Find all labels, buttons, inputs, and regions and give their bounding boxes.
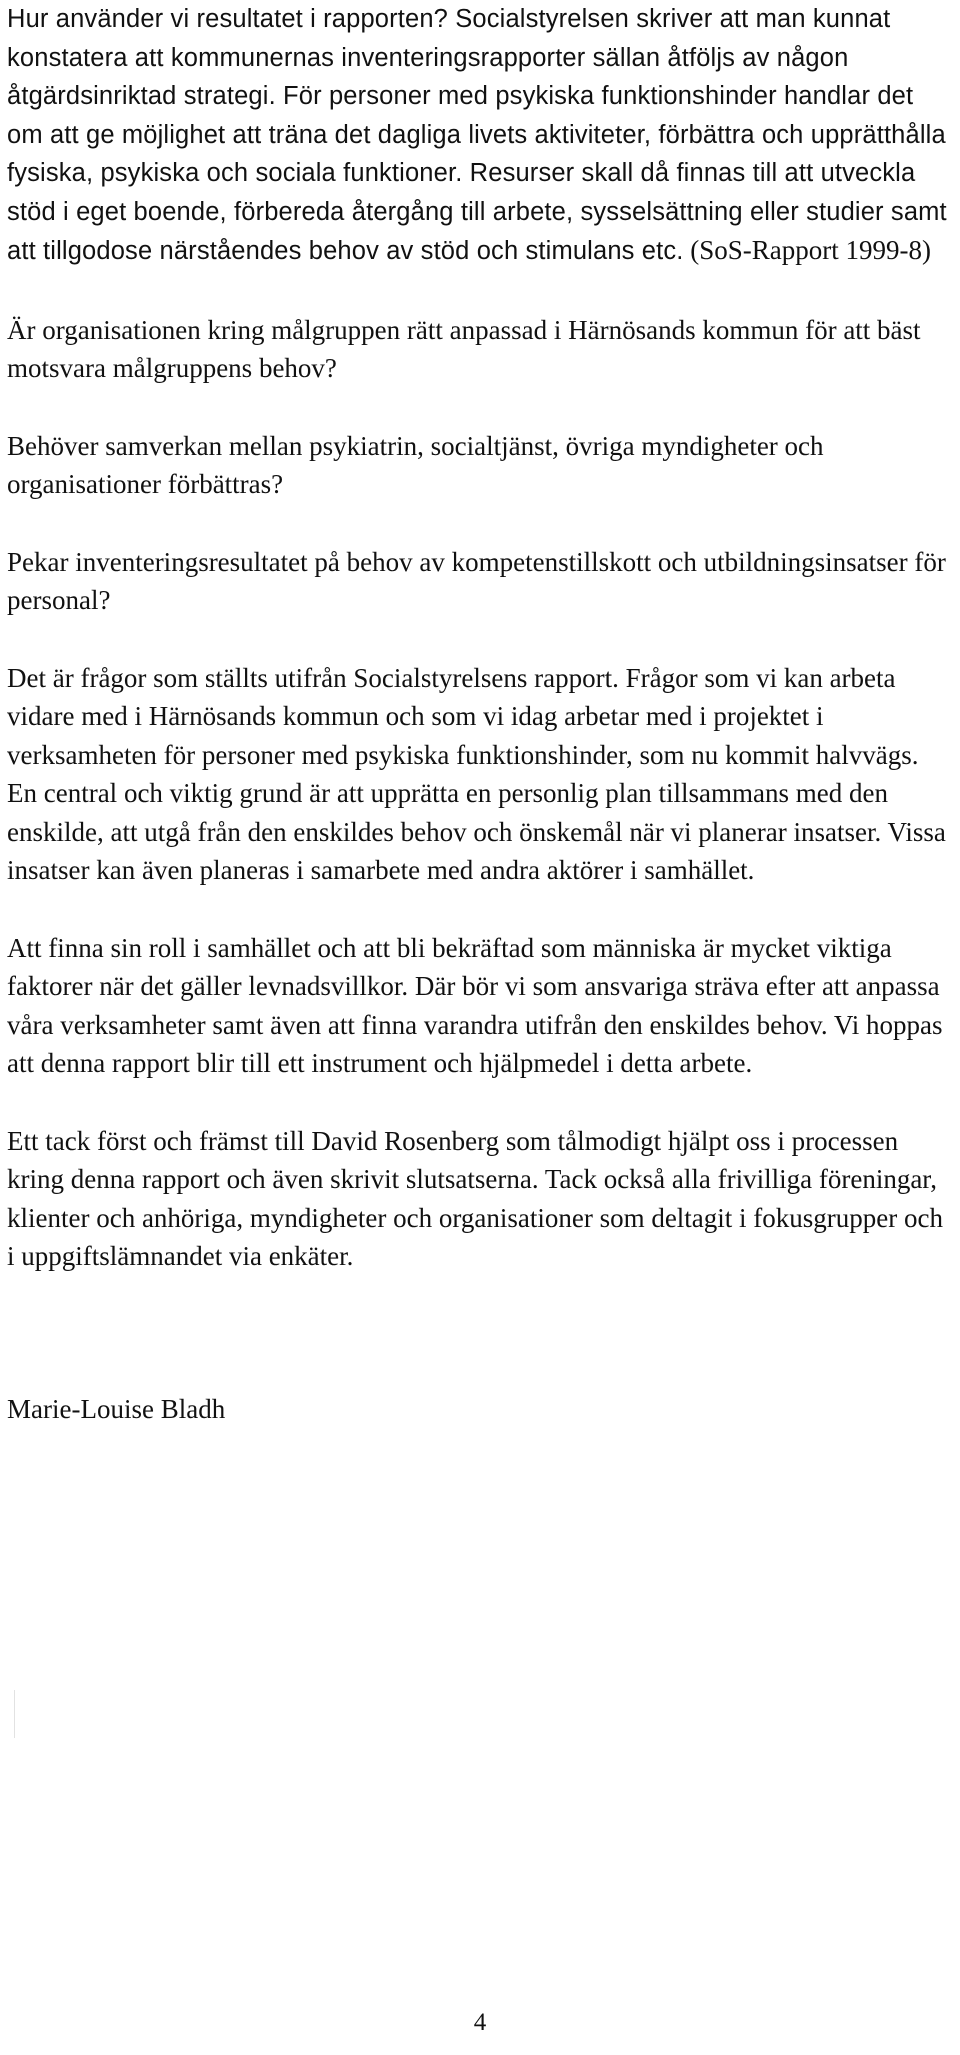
- question-samverkan: Behöver samverkan mellan psykiatrin, socialtjänst, övriga myndigheter och organisationer förbättras?: [7, 430, 824, 499]
- intro-paragraph: [7, 0, 952, 271]
- body-paragraph-roll: Att finna sin roll i samhället och att bli bekräftad som människa är mycket viktiga faktorer när det gäller levnadsvillkor. Där bör vi som ansvariga sträva efter att anpassa våra verksamheter samt även att finna varandra utifrån den enskildes behov. Vi hoppas att denna rapport blir till ett instrument och hjälpmedel i detta arbete.: [7, 932, 943, 1078]
- document-page: [7, 0, 952, 1428]
- body-paragraph-tack: Ett tack först och främst till David Rosenberg som tålmodigt hjälpt oss i processen kring denna rapport och även skrivit slutsatserna. Tack också alla frivilliga föreningar, klienter och anhöriga, myndigheter och organisationer som deltagit i fokusgrupper och i uppgiftslämnandet via enkäter.: [7, 1125, 943, 1271]
- question-kompetens: Pekar inventeringsresultatet på behov av kompetenstillskott och utbildningsinsatser för personal?: [7, 546, 946, 615]
- intro-paragraph-citation: (SoS-Rapport 1999-8): [683, 235, 931, 265]
- body-paragraph-fragor: Det är frågor som ställts utifrån Socialstyrelsens rapport. Frågor som vi kan arbeta vidare med i Härnösands kommun och som vi idag arbetar med i projektet i verksamheten för personer med psykiska funktionshinder, som nu kommit halvvägs. En central och viktig grund är att upprätta en personlig plan tillsammans med den enskilde, att utgå från den enskildes behov och önskemål när vi planerar insatser. Vissa insatser kan även planeras i samarbete med andra aktörer i samhället.: [7, 662, 946, 885]
- signature: Marie-Louise Bladh: [7, 1393, 226, 1424]
- page-number: 4: [473, 2009, 487, 2036]
- margin-mark: [14, 1690, 15, 1738]
- intro-paragraph-text: Hur använder vi resultatet i rapporten? Socialstyrelsen skriver att man kunnat konstatera att kommunernas inventeringsrapporter sällan åtföljs av någon åtgärdsinriktad strategi. För personer med psykiska funktionshinder handlar det om att ge möjlighet att träna det dagliga livets aktiviteter, förbättra och upprätthålla fysiska, psykiska och sociala funktioner. Resurser skall då finnas till att utveckla stöd i eget boende, förbereda återgång till arbete, sysselsättning eller studier samt att tillgodose närståendes behov av stöd och stimulans etc.: [7, 5, 947, 265]
- question-organisation: Är organisationen kring målgruppen rätt anpassad i Härnösands kommun för att bäst motsvara målgruppens behov?: [7, 314, 921, 383]
